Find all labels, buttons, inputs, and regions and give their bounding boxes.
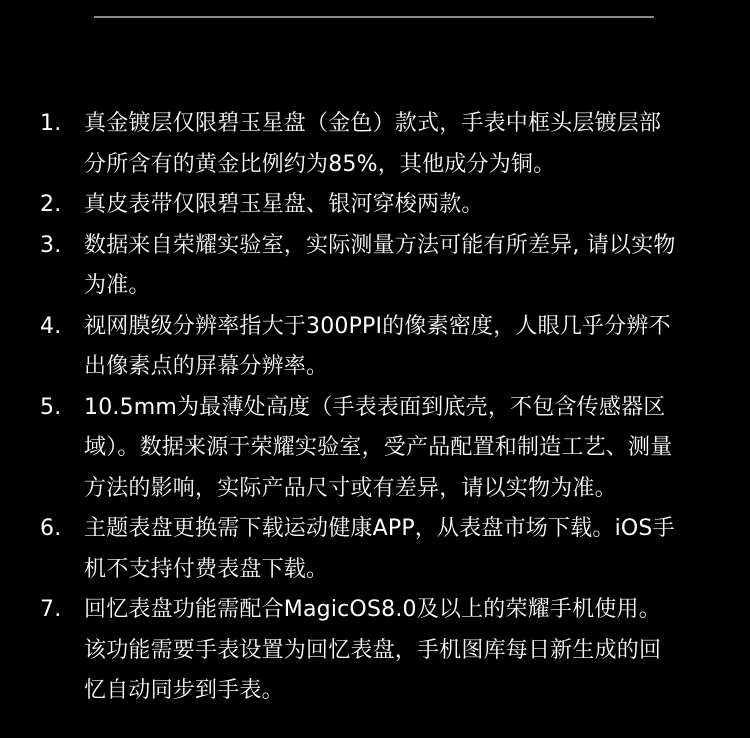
footnote-item	[0, 509, 750, 590]
footnote-text: 主题表盘更换需下载运动健康APP，从表盘市场下载。iOS手机不支持付费表盘下载。	[84, 516, 675, 582]
footnotes-list	[0, 104, 750, 712]
footnote-number: 7.	[40, 597, 62, 622]
footnote-number: 5.	[40, 394, 62, 420]
footnote-item	[0, 388, 750, 510]
footnote-item	[0, 590, 750, 712]
footnote-text: 视网膜级分辨率指大于300PPI的像素密度，人眼几乎分辨不出像素点的屏幕分辨率。	[84, 313, 671, 379]
footnote-item	[0, 185, 750, 226]
footnote-text: 真金镀层仅限碧玉星盘（金色）款式，手表中框头层镀层部分所含有的黄金比例约为85%，其他成分为铜。	[84, 111, 662, 177]
footnote-text: 真皮表带仅限碧玉星盘、银河穿梭两款。	[84, 192, 484, 217]
footnote-number: 6.	[40, 516, 62, 541]
footnote-number: 3.	[40, 232, 62, 258]
footnote-number: 2.	[40, 192, 62, 217]
footnote-item	[0, 104, 750, 185]
footnote-text: 10.5mm为最薄处高度（手表表面到底壳，不包含传感器区域）。数据来源于荣耀实验室，受产品配置和制造工艺、测量方法的影响，实际产品尺寸或有差异，请以实物为准。	[84, 394, 673, 501]
footnote-text: 回忆表盘功能需配合MagicOS8.0及以上的荣耀手机使用。该功能需要手表设置为回忆表盘，手机图库每日新生成的回忆自动同步到手表。	[84, 597, 662, 703]
footnote-number: 4.	[40, 313, 62, 339]
footnote-item	[0, 226, 750, 307]
footnote-text: 数据来自荣耀实验室，实际测量方法可能有所差异, 请以实物为准。	[84, 232, 676, 298]
top-divider	[94, 16, 654, 18]
footnote-number: 1.	[40, 111, 62, 136]
footnote-item	[0, 307, 750, 388]
